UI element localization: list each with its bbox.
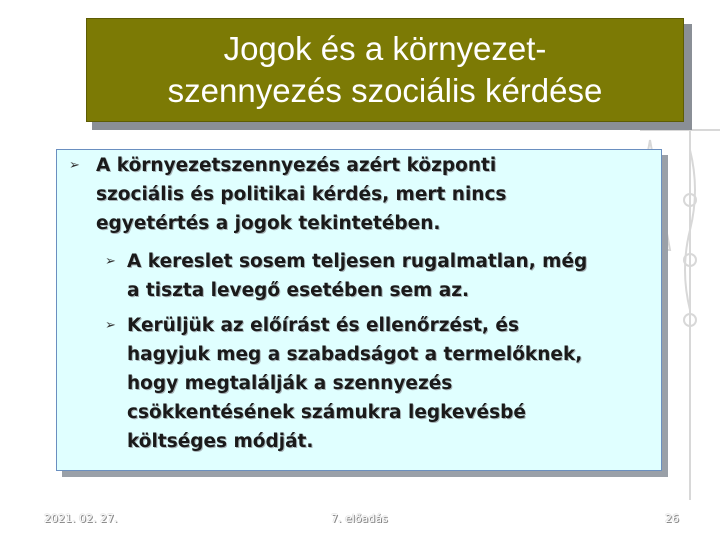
arrow-bullet-icon: ➢ [105,254,116,269]
sub-bullet-2-line-2: hagyjuk meg a szabadságot a termelőknek, [127,344,583,365]
arrow-bullet-icon: ➢ [105,318,116,333]
arrow-bullet-icon: ➢ [69,158,80,173]
sub-bullet-2-line-1: Kerüljük az előírást és ellenőrzést, és [127,315,519,336]
main-bullet-line-2: szociális és politikai kérdés, mert nincs [96,184,507,205]
footer-lecture-label: 7. előadás [331,512,388,525]
sub-bullet-1-line-2: a tiszta levegő esetében sem az. [127,280,469,301]
sub-bullet-1-line-1: A kereslet sosem teljesen rugalmatlan, még [127,251,588,272]
title-line-1: Jogok és a környezet- [223,30,547,67]
slide-title [86,18,684,122]
sub-bullet-2-line-4: csökkentésének számukra legkevésbé [127,402,526,423]
main-bullet-line-3: egyetértés a jogok tekintetében. [96,213,441,234]
footer-date: 2021. 02. 27. [44,512,118,525]
sub-bullet-2-line-3: hogy megtalálják a szennyezés [127,373,453,394]
main-bullet-line-1: A környezetszennyezés azért központi [96,155,497,176]
title-line-2: szennyezés szociális kérdése [167,72,603,109]
footer-page-number: 26 [665,512,679,525]
sub-bullet-2-line-5: költséges módját. [127,431,314,452]
